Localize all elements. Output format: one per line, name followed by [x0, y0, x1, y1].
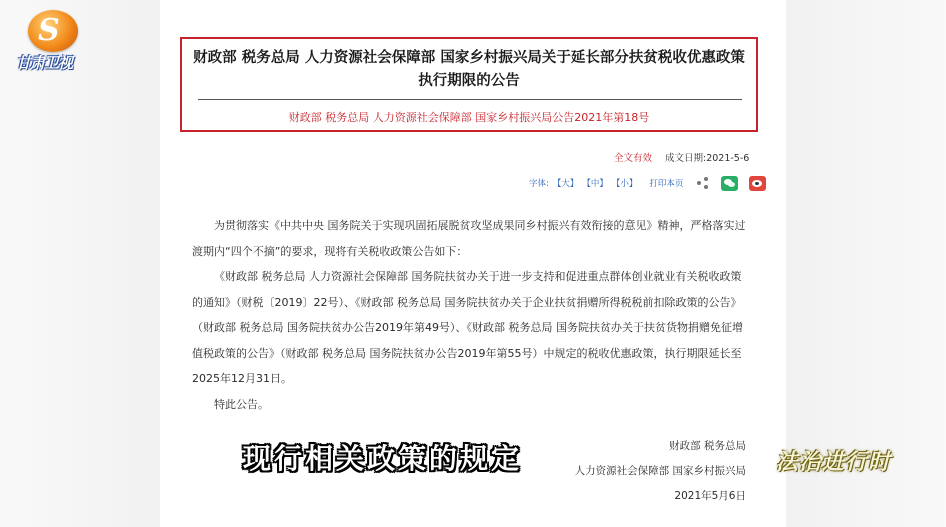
signature-line1: 财政部 税务总局 [669, 440, 746, 452]
caption-text: 现行相关政策的规定 [242, 442, 522, 475]
page-tools [529, 174, 770, 192]
print-link[interactable]: 打印本页 [649, 179, 684, 189]
signature-line2: 人力资源社会保障部 国家乡村振兴局 [574, 465, 746, 477]
issue-date: 成文日期:2021-5-6 [665, 153, 750, 164]
title-divider [198, 99, 742, 100]
paragraph-intro: 为贯彻落实《中共中央 国务院关于实现巩固拓展脱贫攻坚成果同乡村振兴有效衔接的意见》精神，严格落实过渡期内“四个不摘”的要求，现将有关税收政策公告如下： [192, 219, 746, 258]
program-logo: 法治进行时 [776, 450, 892, 475]
channel-logo: S 甘肃卫视 [14, 8, 100, 72]
font-large-link[interactable]: 【大】 [552, 179, 579, 189]
document-number: 财政部 税务总局 人力资源社会保障部 国家乡村振兴局公告2021年第18号 [288, 111, 650, 124]
weibo-icon[interactable] [749, 176, 766, 191]
paragraph-closing: 特此公告。 [214, 397, 269, 411]
font-small-link[interactable]: 【小】 [611, 179, 638, 189]
channel-logo-text: 甘肃卫视 [16, 54, 73, 72]
validity-status: 全文有效 [614, 153, 653, 164]
document-title: 财政部 税务总局 人力资源社会保障部 国家乡村振兴局关于延长部分扶贫税收优惠政策执行期限的公告 [193, 50, 745, 89]
paragraph-main: 《财政部 税务总局 人力资源社会保障部 国务院扶贫办关于进一步支持和促进重点群体创业就业有关税收政策的通知》（财税〔2019〕22号）、《财政部 税务总局 国务院扶贫办关于企业扶贫捐赠所得税税前扣除政策的公告》（财政部 税务总局 国务院扶贫办公告2019年第49号）、《财政部 税务总局 国务院扶贫办关于扶贫货物捐赠免征增值税政策的公告》（财政部 税务总局 国务院扶贫办公告2019年第55号）中规定的税收优惠政策，执行期限延长至2025年12月31日。 [192, 270, 743, 385]
share-icon[interactable] [697, 177, 709, 189]
font-medium-link[interactable]: 【中】 [582, 179, 608, 189]
document-header-box [180, 37, 758, 132]
signature-date: 2021年5月6日 [674, 490, 746, 502]
font-size-label: 字体: [529, 179, 549, 189]
document-body [192, 213, 752, 417]
wechat-icon[interactable] [721, 176, 738, 191]
